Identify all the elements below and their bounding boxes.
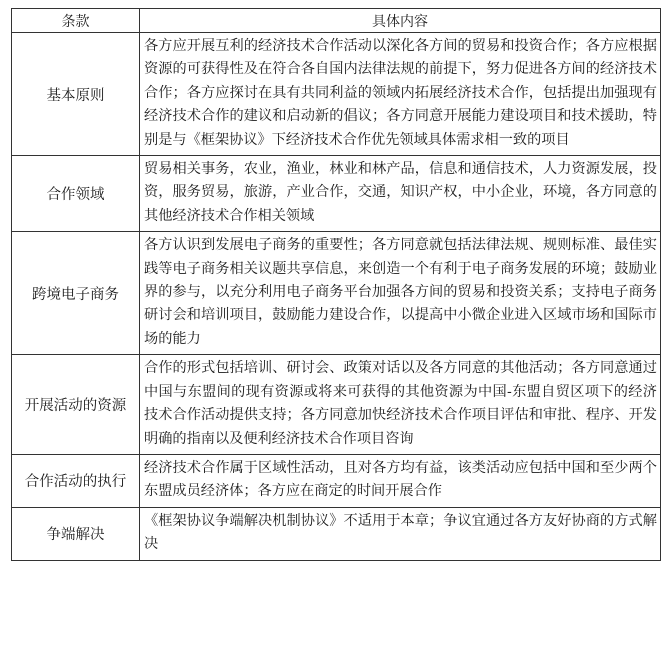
- table-row: [12, 156, 661, 232]
- row-content: 《框架协议争端解决机制协议》不适用于本章；争议宜通过各方友好协商的方式解决: [140, 507, 661, 560]
- header-clause: 条款: [12, 9, 140, 33]
- row-label: 跨境电子商务: [12, 232, 140, 355]
- row-label: 合作领域: [12, 156, 140, 232]
- row-label: 基本原则: [12, 33, 140, 156]
- table-header-row: [12, 9, 661, 33]
- row-content: 合作的形式包括培训、研讨会、政策对话以及各方同意的其他活动；各方同意通过中国与东盟间的现有资源或将来可获得的其他资源为中国-东盟自贸区项下的经济技术合作活动提供支持；各方同意加快经济技术合作项目评估和审批、程序、开发明确的指南以及便利经济技术合作项目咨询: [140, 355, 661, 455]
- table-row: [12, 355, 661, 455]
- row-label: 争端解决: [12, 507, 140, 560]
- row-label: 开展活动的资源: [12, 355, 140, 455]
- table-row: [12, 232, 661, 355]
- table-row: [12, 507, 661, 560]
- header-content: 具体内容: [140, 9, 661, 33]
- row-content: 各方认识到发展电子商务的重要性；各方同意就包括法律法规、规则标准、最佳实践等电子商务相关议题共享信息，来创造一个有利于电子商务发展的环境；鼓励业界的参与，以充分利用电子商务平台加强各方间的贸易和投资关系；支持电子商务研讨会和培训项目，鼓励能力建设合作，以提高中小微企业进入区域市场和国际市场的能力: [140, 232, 661, 355]
- row-label: 合作活动的执行: [12, 454, 140, 507]
- table-row: [12, 454, 661, 507]
- clauses-table: [11, 8, 661, 561]
- row-content: 各方应开展互利的经济技术合作活动以深化各方间的贸易和投资合作；各方应根据资源的可获得性及在符合各自国内法律法规的前提下，努力促进各方间的经济技术合作；各方应探讨在具有共同利益的领域内拓展经济技术合作，包括提出加强现有经济技术合作的建议和启动新的倡议；各方同意开展能力建设项目和技术援助，特别是与《框架协议》下经济技术合作优先领域具体需求相一致的项目: [140, 33, 661, 156]
- row-content: 贸易相关事务，农业，渔业，林业和林产品，信息和通信技术，人力资源发展，投资，服务贸易，旅游，产业合作，交通，知识产权，中小企业，环境，各方同意的其他经济技术合作相关领域: [140, 156, 661, 232]
- table-row: [12, 33, 661, 156]
- document-table-container: [11, 8, 660, 561]
- row-content: 经济技术合作属于区域性活动，且对各方均有益，该类活动应包括中国和至少两个东盟成员经济体；各方应在商定的时间开展合作: [140, 454, 661, 507]
